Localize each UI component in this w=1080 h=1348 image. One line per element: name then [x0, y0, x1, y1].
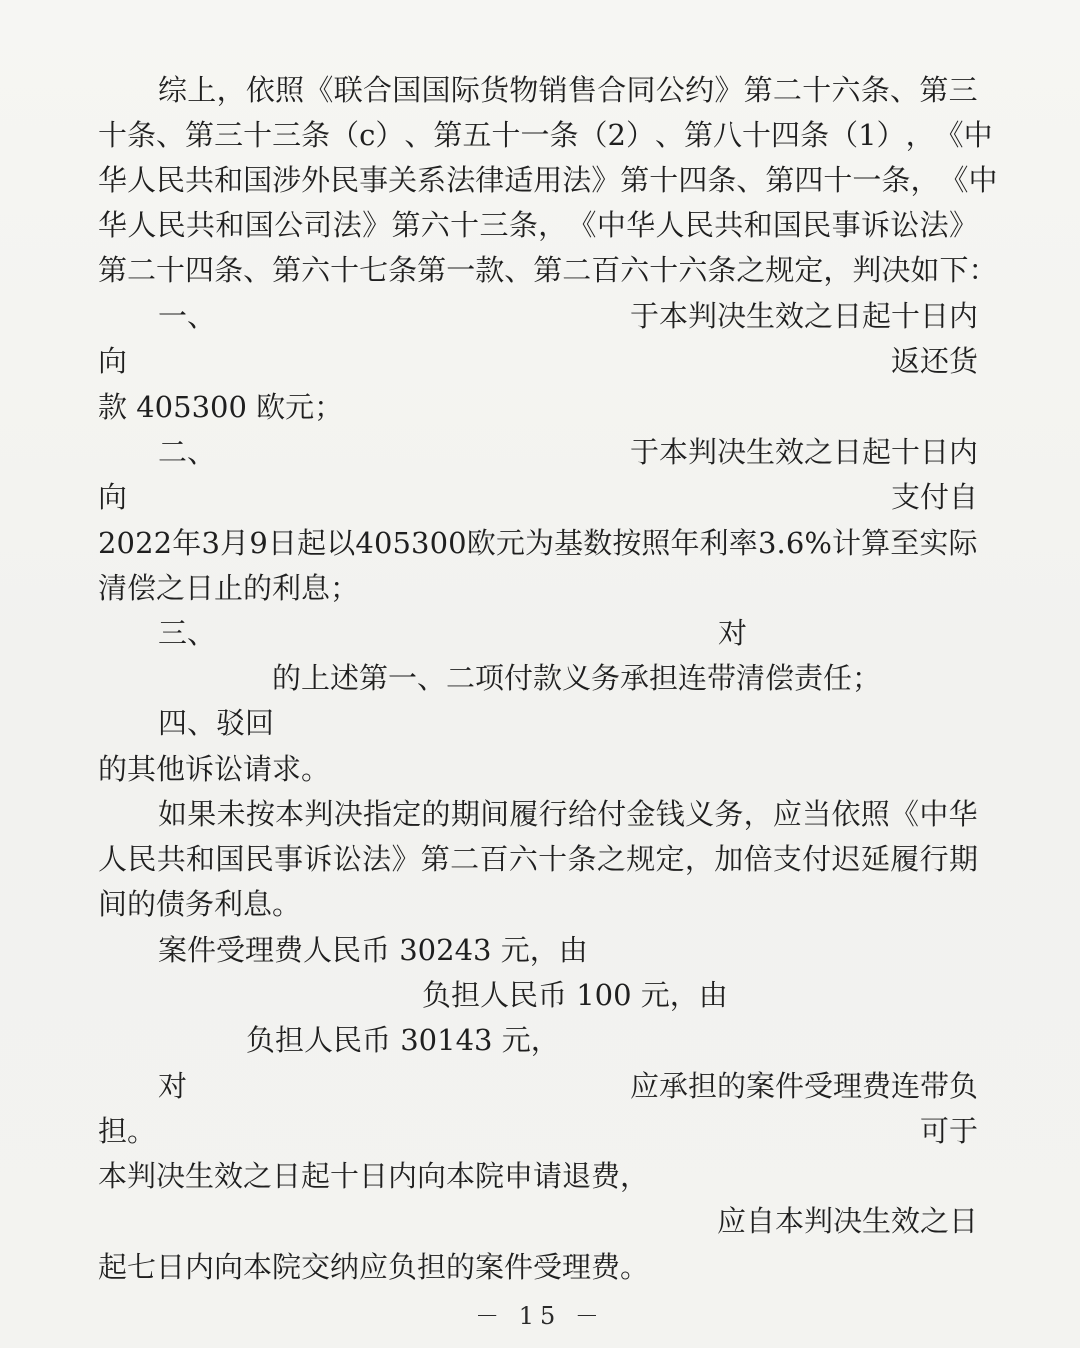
item1-tail: 于本判决生效之日起十日内	[629, 299, 978, 333]
overdue-line1: 如 果 未 按 本 判 决 指 定 的 期 间 履 行 给 付 金 钱 义 务 ， 应 当 依 照 《 中 华	[158, 797, 978, 831]
overdue-line2: 人 民 共 和 国 民 事 诉 讼 法 》 第 二 百 六 十 条 之 规 定 ， 加 倍 支 付 迟 延 履 行 期	[98, 842, 978, 876]
fees-line5-start: 担。	[98, 1114, 157, 1148]
item1-line2-start: 向	[98, 344, 128, 378]
fees-line5-end: 可于	[919, 1114, 978, 1148]
item4-line2: 的其他诉讼请求。	[98, 752, 331, 786]
para1-line4: 华 人 民 共 和 国 公 司 法 》 第 六 十 三 条 ， 《 中 华 人 民 共 和 国 民 事 诉 讼 法 》	[98, 208, 978, 242]
item2-number: 二、	[158, 435, 217, 469]
item1-number: 一、	[158, 299, 217, 333]
overdue-line3: 间的债务利息。	[98, 887, 302, 921]
item2-line2-start: 向	[98, 480, 128, 514]
fees-line2: 负担人民币 100 元，由	[422, 978, 728, 1012]
para1-line2: 十 条 、 第 三 十 三 条 （ c ） 、 第 五 十 一 条 （ 2 ） 、 第 八 十 四 条 （ 1 ） ， 《 中	[98, 118, 993, 152]
page-number: － 15 －	[475, 1302, 605, 1330]
item3-line2: 的上述第一、二项付款义务承担连带清偿责任；	[272, 661, 882, 695]
fees-line4-start: 对	[158, 1069, 188, 1103]
fees-line7: 应自本判决生效之日	[716, 1204, 978, 1238]
item3-number: 三、	[158, 616, 217, 650]
item2-line4: 清偿之日止的利息；	[98, 571, 360, 605]
para1-line5: 第 二 十 四 条 、 第 六 十 七 条 第 一 款 、 第 二 百 六 十 六 条 之 规 定 ， 判 决 如 下 ：	[98, 253, 998, 287]
fees-line4-end: 应承担的案件受理费连带负	[629, 1069, 978, 1103]
para1-line1: 综 上 ， 依 照 《 联 合 国 国 际 货 物 销 售 合 同 公 约 》 第 二 十 六 条 、 第 三	[158, 73, 978, 107]
item3-dui: 对	[718, 616, 748, 650]
item2-line3: 2 0 2 2 年 3 月 9 日 起 以 4 0 5 3 0 0 欧 元 为 基 数 按 照 年 利 率 3 . 6 % 计 算 至 实 际	[98, 526, 978, 560]
fees-line1: 案件受理费人民币 30243 元，由	[158, 933, 588, 967]
item2-line2-end: 支付自	[890, 480, 978, 514]
item2-tail: 于本判决生效之日起十日内	[629, 435, 978, 469]
item1-line3: 款 405300 欧元；	[98, 390, 344, 424]
item1-line2-end: 返还货	[890, 344, 978, 378]
fees-line8: 起七日内向本院交纳应负担的案件受理费。	[98, 1250, 650, 1284]
fees-line6: 本判决生效之日起十日内向本院申请退费，	[98, 1159, 650, 1193]
item4-start: 四、驳回	[158, 706, 275, 740]
fees-line3: 负担人民币 30143 元，	[246, 1023, 560, 1057]
para1-line3: 华 人 民 共 和 国 涉 外 民 事 关 系 法 律 适 用 法 》 第 十 四 条 、 第 四 十 一 条 ， 《 中	[98, 163, 998, 197]
